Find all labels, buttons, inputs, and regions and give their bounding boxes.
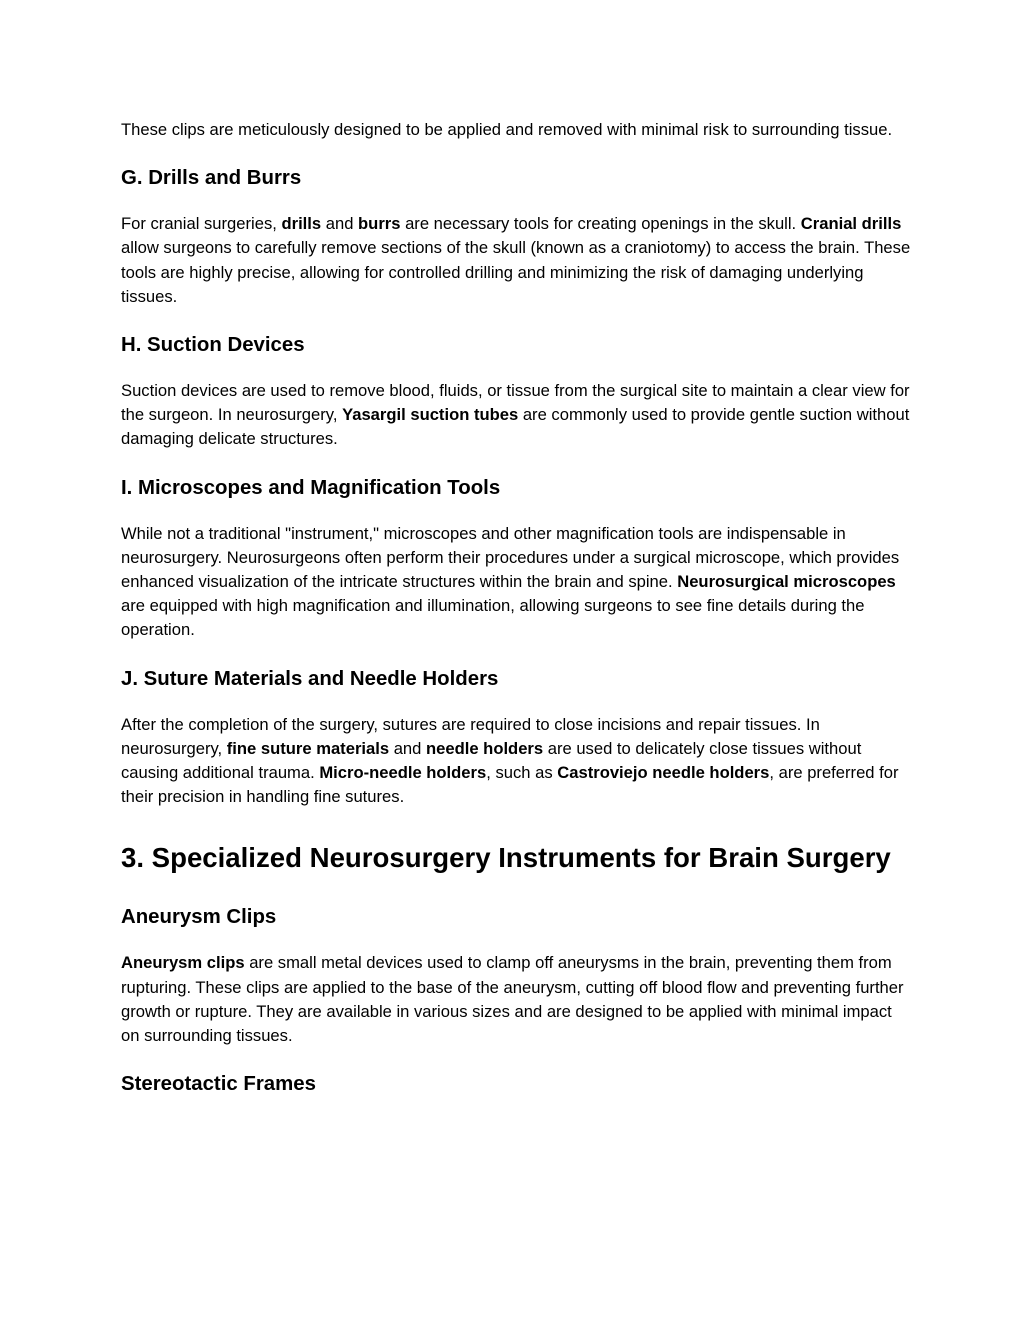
heading-aneurysm-clips: Aneurysm Clips	[121, 906, 277, 929]
heading-stereotactic-frames: Stereotactic Frames	[121, 1073, 316, 1096]
paragraph-suction-devices: Suction devices are used to remove blood, fluids, or tissue from the surgical site to maintain a clear view for the surgeon. In neurosurgery, Yasargil suction tubes are commonly used to provide gentle suction without damaging delicate structures.	[121, 381, 910, 449]
paragraph-microscopes: While not a traditional "instrument," microscopes and other magnification tools are indispensable in neurosurgery. Neurosurgeons often perform their procedures under a surgical microscope, which provides enhanced visualization of the intricate structures within the brain and spine. Neurosurgical microscopes are equipped with high magnification and illumination, allowing surgeons to see fine details during the operation.	[121, 523, 900, 640]
heading-suture-materials: J. Suture Materials and Needle Holders	[121, 667, 499, 690]
paragraph-drills-and-burrs: For cranial surgeries, drills and burrs are necessary tools for creating openings in the skull. Cranial drills allow surgeons to carefully remove sections of the skull (known as a craniotomy) to access the brain. These tools are highly precise, allowing for controlled drilling and minimizing the risk of damaging underlying tissues.	[121, 214, 911, 306]
paragraph-aneurysm-clips: Aneurysm clips are small metal devices used to clamp off aneurysms in the brain, preventing them from rupturing. These clips are applied to the base of the aneurysm, cutting off blood flow and preventing further growth or rupture. They are available in various sizes and are designed to be applied with minimal impact on surrounding tissues.	[121, 953, 904, 1046]
paragraph-suture-materials: After the completion of the surgery, sutures are required to close incisions and repair tissues. In neurosurgery, fine suture materials and needle holders are used to delicately close tissues without causing additional trauma. Micro-needle holders, such as Castroviejo needle holders, are preferred for their precision in handling fine sutures.	[121, 714, 899, 807]
heading-specialized-instruments: 3. Specialized Neurosurgery Instruments for Brain Surgery	[121, 842, 891, 874]
intro-paragraph: These clips are meticulously designed to be applied and removed with minimal risk to surrounding tissue.	[121, 120, 893, 139]
heading-suction-devices: H. Suction Devices	[121, 334, 305, 357]
document-page	[121, 118, 911, 1097]
heading-drills-and-burrs: G. Drills and Burrs	[121, 167, 302, 190]
heading-microscopes: I. Microscopes and Magnification Tools	[121, 476, 501, 499]
